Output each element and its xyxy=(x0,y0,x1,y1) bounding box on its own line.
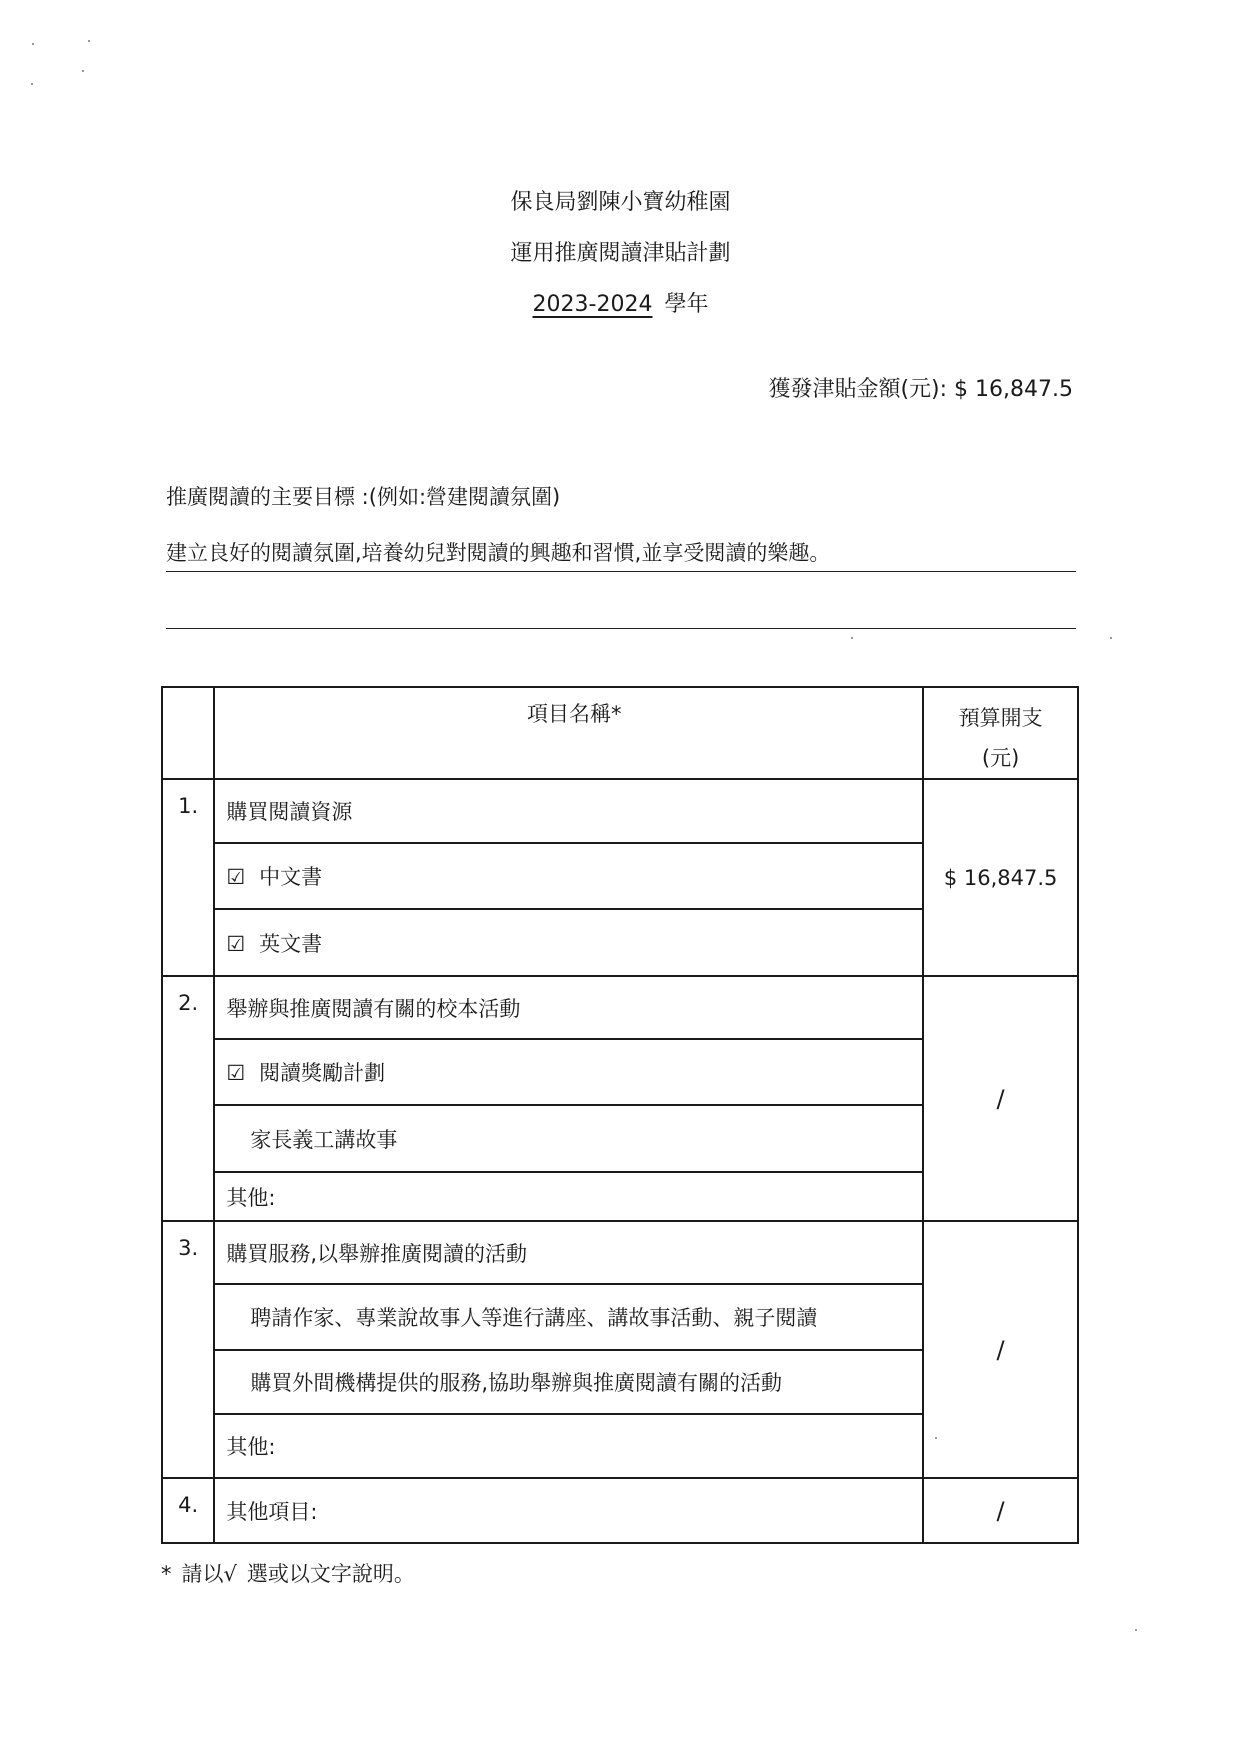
section-budget: / xyxy=(923,1478,1078,1543)
section-budget: $ 16,847.5 xyxy=(923,779,1078,976)
scan-speck xyxy=(32,43,34,45)
item-label: 中文書 xyxy=(259,865,323,889)
section-number: 4. xyxy=(162,1478,214,1543)
tick-icon: √ xyxy=(223,1562,237,1586)
table-row xyxy=(162,1221,1078,1284)
scan-speck xyxy=(1110,637,1112,639)
header-item-name: 項目名稱* xyxy=(214,687,923,779)
header-budget-line2: (元) xyxy=(981,746,1020,770)
grant-label: 獲發津貼金額(元): xyxy=(768,377,948,402)
header-budget xyxy=(923,687,1078,779)
table-row xyxy=(162,1478,1078,1543)
plan-title: 運用推廣閱讀津貼計劃 xyxy=(510,241,731,266)
item-english-books xyxy=(214,909,923,976)
goal-label: 推廣閱讀的主要目標 :(例如:營建閱讀氛圍) xyxy=(166,485,561,509)
grant-amount: $ 16,847.5 xyxy=(954,377,1073,402)
table-header-row xyxy=(162,687,1078,779)
scan-speck xyxy=(82,70,84,72)
section-number: 1. xyxy=(162,779,214,976)
header-budget-line1: 預算開支 xyxy=(958,706,1043,730)
school-year-line xyxy=(0,287,1241,318)
checkbox-checked-icon[interactable]: ☑ xyxy=(226,865,246,889)
item-reading-award xyxy=(214,1039,923,1105)
section-title: 其他項目: xyxy=(214,1478,923,1543)
table-row xyxy=(162,976,1078,1039)
item-external-services: 購買外間機構提供的服務,協助舉辦與推廣閱讀有關的活動 xyxy=(214,1350,923,1414)
grant-amount-line xyxy=(768,372,1073,403)
header-number-cell xyxy=(162,687,214,779)
school-name: 保良局劉陳小寶幼稚園 xyxy=(510,190,731,215)
scan-speck xyxy=(88,40,90,42)
section-title: 購買服務,以舉辦推廣閱讀的活動 xyxy=(214,1221,923,1284)
item-parent-volunteer-storytelling: 家長義工講故事 xyxy=(214,1105,923,1172)
item-label: 英文書 xyxy=(259,931,323,956)
footnote-star: * xyxy=(161,1562,172,1586)
checkbox-checked-icon[interactable]: ☑ xyxy=(226,931,246,956)
scan-speck xyxy=(851,637,853,639)
section-number: 3. xyxy=(162,1221,214,1478)
footnote xyxy=(161,1558,415,1588)
school-year-suffix: 學年 xyxy=(664,292,709,317)
scan-speck xyxy=(1135,1629,1137,1631)
school-year: 2023-2024 xyxy=(532,292,653,317)
section-number: 2. xyxy=(162,976,214,1221)
checkbox-checked-icon[interactable]: ☑ xyxy=(226,1061,246,1085)
item-chinese-books xyxy=(214,843,923,909)
section-title: 舉辦與推廣閱讀有關的校本活動 xyxy=(214,976,923,1039)
footnote-suffix: 選或以文字說明。 xyxy=(246,1562,415,1586)
section-budget: / xyxy=(923,976,1078,1221)
item-others: 其他: xyxy=(214,1414,923,1478)
goal-text: 建立良好的閱讀氛圍,培養幼兒對閱讀的興趣和習慣,並享受閱讀的樂趣。 xyxy=(166,537,1076,572)
goal-blank-line xyxy=(166,628,1076,629)
item-label: 閱讀獎勵計劃 xyxy=(259,1061,386,1085)
item-hire-authors: 聘請作家、專業說故事人等進行講座、講故事活動、親子閱讀 xyxy=(214,1284,923,1350)
footnote-prefix: 請以 xyxy=(181,1562,224,1586)
section-budget: / xyxy=(923,1221,1078,1478)
scan-speck xyxy=(31,83,33,85)
plan-table xyxy=(161,686,1079,1544)
table-row xyxy=(162,779,1078,843)
item-others: 其他: xyxy=(214,1172,923,1221)
scan-speck xyxy=(935,1437,937,1439)
section-title: 購買閱讀資源 xyxy=(214,779,923,843)
